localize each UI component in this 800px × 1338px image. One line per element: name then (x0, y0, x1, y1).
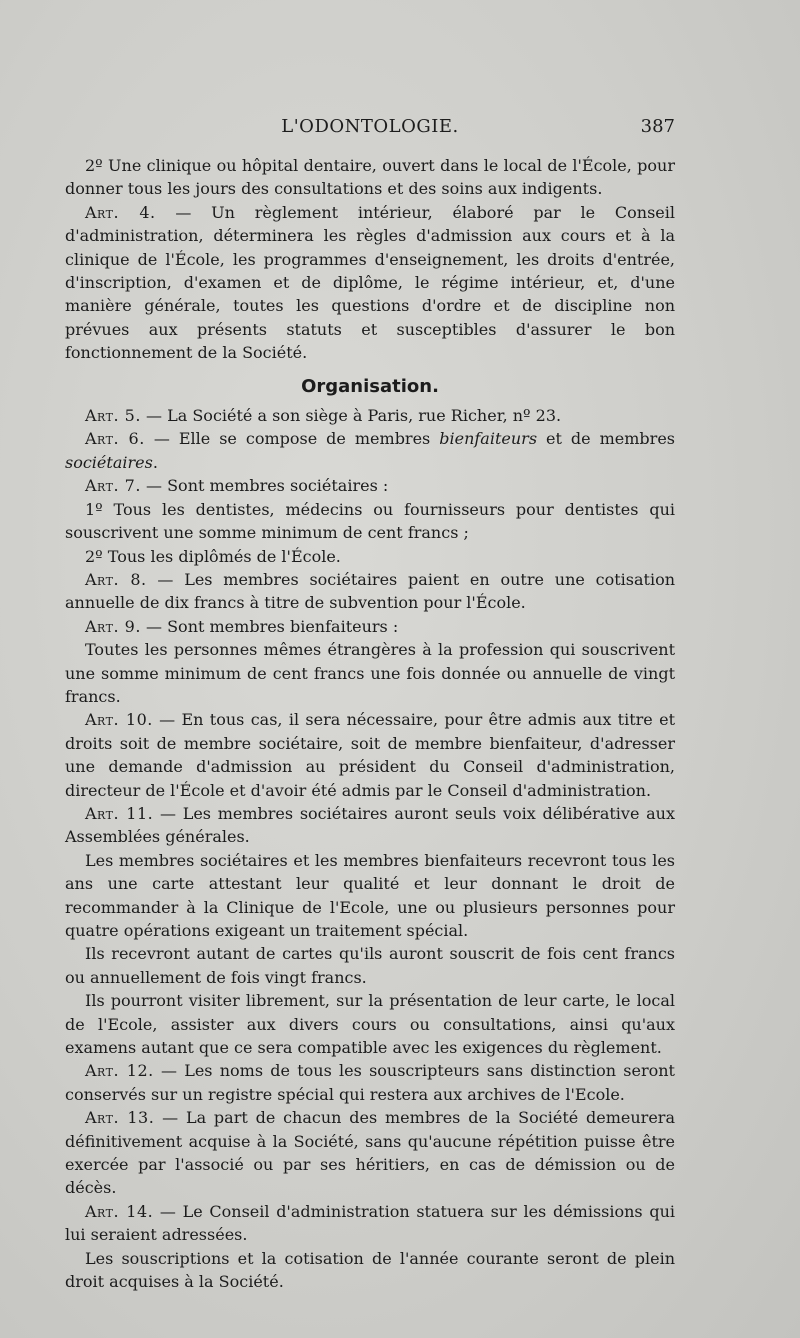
article-text: — Sont membres bienfaiteurs : (140, 616, 399, 636)
article-text: — La Société a son siège à Paris, rue Richer, nº 23. (140, 406, 562, 426)
article-label: Art. 9. (85, 616, 141, 636)
article-12 (65, 1059, 675, 1106)
article-8 (65, 568, 675, 615)
article-text: — Un règlement intérieur, élaboré par le Conseil d'administration, déterminera les règles d'admission aux cours et à la clinique de l'École, les programmes d'enseignement, les droits d'entrée, d'inscription, d'examen et de diplôme, le régime intérieur, et, d'une manière générale, toutes les questions d'ordre et de discipline non prévues aux présents statuts et susceptibles d'assurer le bon fonctionnement de la Société. (65, 202, 675, 363)
emphasis-bienfaiteurs: bienfaiteurs (439, 429, 538, 449)
article-10 (65, 708, 675, 802)
article-11-paragraph-1: Les membres sociétaires et les membres bienfaiteurs recevront tous les ans une carte attestant leur qualité et leur donnant le droit de recommander à la Clinique de l'Ecole, une ou plusieurs personnes pour quatre opérations exigeant un traitement spécial. (65, 850, 675, 940)
article-label: Art. 13. (85, 1108, 155, 1128)
article-text: . (152, 452, 158, 472)
emphasis-societaires: sociétaires (65, 452, 153, 472)
article-label: Art. 4. (85, 202, 156, 222)
article-13 (65, 1106, 675, 1200)
article-11-paragraph-3: Ils pourront visiter librement, sur la présentation de leur carte, le local de l'Ecole, assister aux divers cours ou consultations, ainsi qu'aux examens autant que ce sera compatible avec les exigences du règlement. (65, 991, 675, 1058)
article-text: — Elle se compose de membres (144, 429, 440, 449)
article-label: Art. 7. (85, 476, 141, 496)
article-text: et de membres (537, 429, 675, 449)
article-label: Art. 8. (85, 569, 147, 589)
page-body (65, 154, 675, 1294)
article-14 (65, 1200, 675, 1247)
article-5 (65, 404, 675, 427)
page-header (65, 116, 675, 142)
article-7-item-2: 2º Tous les diplômés de l'École. (85, 546, 341, 566)
article-11-paragraph-2: Ils recevront autant de cartes qu'ils auront souscrit de fois cent francs ou annuellement de fois vingt francs. (65, 944, 675, 987)
article-label: Art. 12. (85, 1061, 154, 1081)
paragraph-clinique: 2º Une clinique ou hôpital dentaire, ouvert dans le local de l'École, pour donner tous les jours des consultations et des soins aux indigents. (65, 156, 675, 199)
article-label: Art. 14. (85, 1201, 154, 1221)
section-heading: Organisation. (301, 375, 439, 397)
article-9-paragraph: Toutes les personnes mêmes étrangères à la profession qui souscrivent une somme minimum de cent francs une fois donnée ou annuelle de vingt francs. (65, 640, 675, 706)
running-title: L'ODONTOLOGIE. (281, 116, 459, 137)
article-text: — Le Conseil d'administration statuera sur les démissions qui lui seraient adressées. (65, 1201, 675, 1245)
article-text: — Sont membres sociétaires : (140, 476, 389, 496)
page-number: 387 (640, 116, 675, 137)
article-label: Art. 5. (85, 406, 141, 426)
article-text: — En tous cas, il sera nécessaire, pour être admis aux titre et droits soit de membre sociétaire, soit de membre bienfaiteur, d'adresser une demande d'admission au président du Conseil d'administration, directeur de l'École et d'avoir été admis par le Conseil d'administration. (65, 710, 675, 800)
article-label: Art. 10. (85, 710, 153, 730)
article-11 (65, 802, 675, 849)
article-label: Art. 11. (85, 803, 154, 823)
article-4 (65, 201, 675, 365)
article-7-item-1: 1º Tous les dentistes, médecins ou fournisseurs pour dentistes qui souscrivent une somme minimum de cent francs ; (65, 499, 675, 543)
article-text: — Les noms de tous les souscripteurs sans distinction seront conservés sur un registre spécial qui restera aux archives de l'Ecole. (65, 1061, 675, 1104)
article-7 (65, 474, 675, 497)
article-text: — La part de chacun des membres de la Société demeurera définitivement acquise à la Société, sans qu'aucune répétition puisse être exercée par l'associé ou par ses héritiers, en cas de démission ou de décès. (65, 1108, 675, 1198)
final-paragraph: Les souscriptions et la cotisation de l'année courante seront de plein droit acquises à la Société. (65, 1248, 675, 1292)
article-9 (65, 615, 675, 638)
article-text: — Les membres sociétaires auront seuls voix délibérative aux Assemblées générales. (65, 803, 676, 847)
article-6 (65, 427, 675, 474)
article-text: — Les membres sociétaires paient en outre une cotisation annuelle de dix francs à titre de subvention pour l'École. (65, 569, 676, 613)
article-label: Art. 6. (85, 429, 145, 449)
